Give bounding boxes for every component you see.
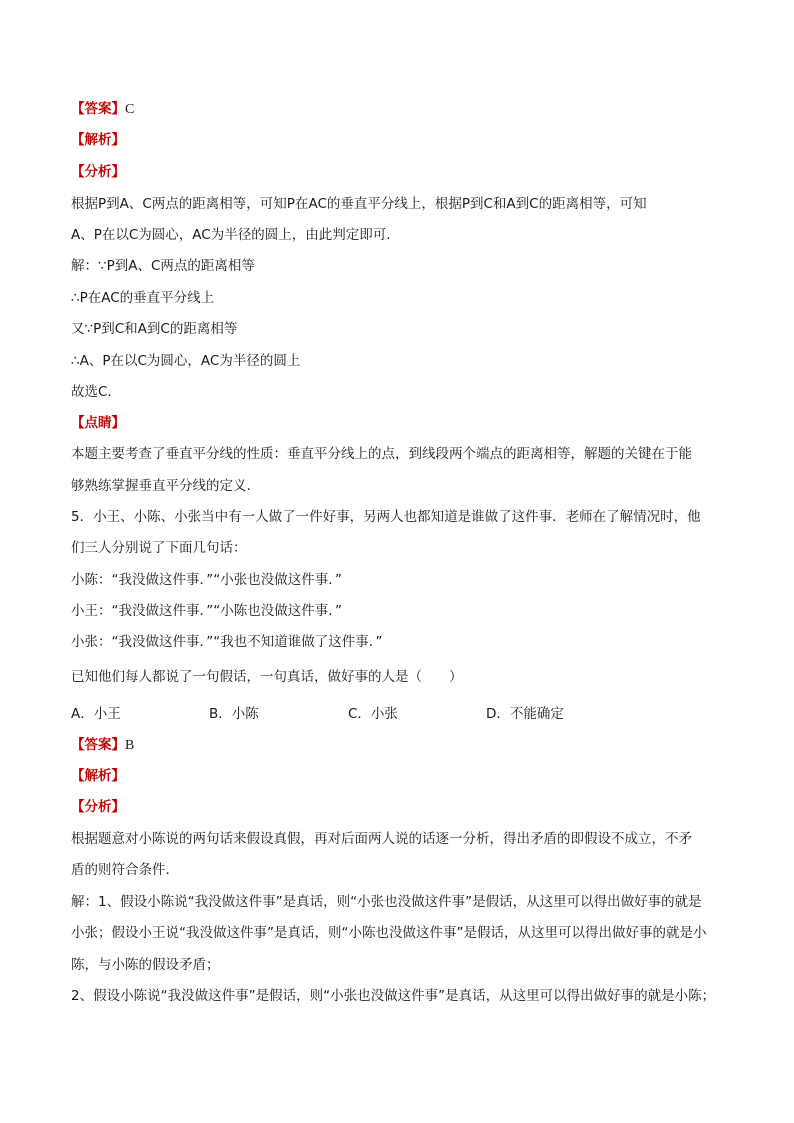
solution-line: 解：∵P到A、C两点的距离相等 xyxy=(71,258,255,274)
answer-label: 【答案】 xyxy=(71,737,125,753)
comment-text: 够熟练掌握垂直平分线的定义. xyxy=(71,478,251,494)
analysis-text: 盾的则符合条件． xyxy=(71,862,179,878)
jiexi-label: 【解析】 xyxy=(71,768,125,784)
q5-stem: 5．小王、小陈、小张当中有一人做了一件好事，另两人也都知道是谁做了这件事．老师在了解情况时，他 xyxy=(71,509,701,525)
option-a: A．小王 xyxy=(71,706,121,722)
option-d: D．不能确定 xyxy=(486,706,564,722)
quote-xiaozhang: 小张：“我没做这件事．”“我也不知道谁做了这件事．” xyxy=(71,634,383,650)
solution-line: 故选C. xyxy=(71,384,112,400)
analysis-text: 根据题意对小陈说的两句话来假设真假，再对后面两人说的话逐一分析，得出矛盾的即假设不成立，不矛 xyxy=(71,831,692,847)
solution-line: 2、假设小陈说“我没做这件事”是假话，则“小张也没做这件事”是真话，从这里可以得出做好事的就是小陈； xyxy=(71,988,716,1004)
solution-line: 小张；假设小王说“我没做这件事”是真话，则“小陈也没做这件事”是假话，从这里可以得出做好事的就是小 xyxy=(71,925,707,941)
jiexi-label: 【解析】 xyxy=(71,132,125,148)
solution-line: ∴A、P在以C为圆心，AC为半径的圆上 xyxy=(71,353,301,369)
quote-xiaochen: 小陈：“我没做这件事．”“小张也没做这件事．” xyxy=(71,572,342,588)
solution-line: 解：1、假设小陈说“我没做这件事”是真话，则“小张也没做这件事”是假话，从这里可以得出做好事的就是 xyxy=(71,894,702,910)
analysis-text: 根据P到A、C两点的距离相等，可知P在AC的垂直平分线上，根据P到C和A到C的距离相等，可知 xyxy=(71,196,647,212)
q5-stem: 们三人分别说了下面几句话： xyxy=(71,540,247,556)
option-c: C．小张 xyxy=(348,706,398,722)
fenxi-label: 【分析】 xyxy=(71,799,125,815)
solution-line: ∴P在AC的垂直平分线上 xyxy=(71,290,215,306)
answer-label: 【答案】 xyxy=(71,101,125,117)
dianjing-label: 【点睛】 xyxy=(71,415,125,431)
option-b: B．小陈 xyxy=(209,706,259,722)
answer-value: C xyxy=(125,102,135,117)
comment-text: 本题主要考查了垂直平分线的性质：垂直平分线上的点，到线段两个端点的距离相等，解题的关键在于能 xyxy=(71,446,692,462)
q5-question: 已知他们每人都说了一句假话，一句真话，做好事的人是（ ） xyxy=(71,669,463,685)
q4-answer-line xyxy=(71,99,731,120)
q5-answer-line xyxy=(71,735,731,756)
quote-xiaowang: 小王：“我没做这件事．”“小陈也没做这件事．” xyxy=(71,603,342,619)
fenxi-label: 【分析】 xyxy=(71,164,125,180)
answer-value: B xyxy=(125,738,135,753)
solution-line: 陈，与小陈的假设矛盾； xyxy=(71,957,220,973)
analysis-text: A、P在以C为圆心，AC为半径的圆上，由此判定即可. xyxy=(71,227,391,243)
solution-line: 又∵P到C和A到C的距离相等 xyxy=(71,321,238,337)
q5-options xyxy=(71,704,731,724)
